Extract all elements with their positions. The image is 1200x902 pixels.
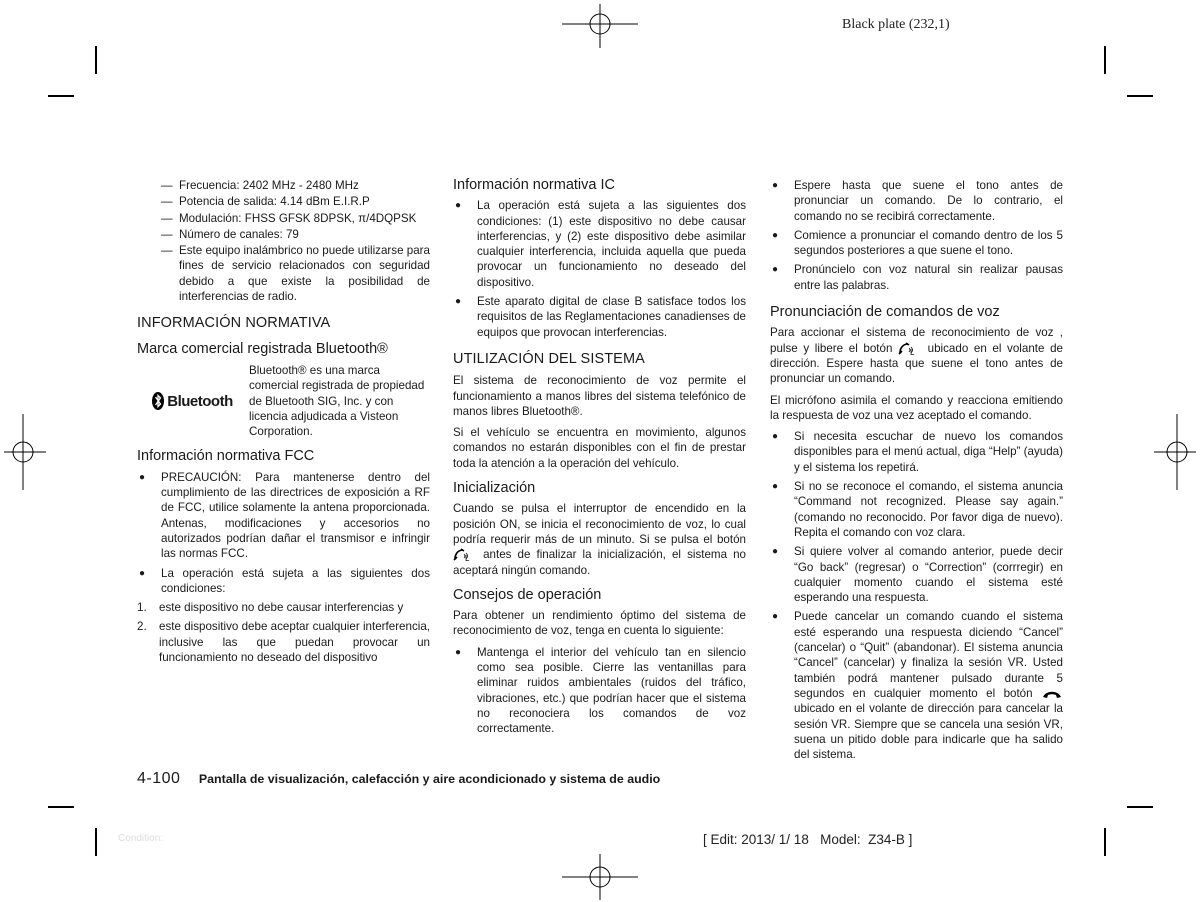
svg-text:L: L [910, 347, 915, 356]
dash-item: — Potencia de salida: 4.14 dBm E.I.R.P [161, 195, 370, 209]
section-heading: Información normativa IC [453, 177, 615, 193]
column-3 [770, 178, 1063, 766]
bluetooth-description: Bluetooth® es una marca comercial registrada de propiedad de Bluetooth SIG, Inc. y con licencia adjudicada a Visteon Corporation. [249, 363, 425, 439]
crop-mark-top-right-h [1127, 95, 1153, 97]
section-heading: Inicialización [453, 480, 536, 497]
crop-mark-bottom-left-v [95, 828, 97, 856]
column-1 [137, 178, 430, 669]
crop-mark-bottom-right-h [1127, 806, 1153, 808]
registration-crosshair-icon [0, 414, 46, 490]
registration-crosshair-icon [562, 0, 638, 48]
crop-mark-top-left-h [48, 95, 74, 97]
list-item: ● Este aparato digital de clase B satisface todos los requisitos de las Reglamentaciones canadienses de equipos que provocan interferencias. [455, 295, 746, 339]
numbered-item: 1. este dispositivo no debe causar interferencias y [137, 601, 404, 615]
paragraph: El sistema de reconocimiento de voz permite el funcionamiento a manos libres del sistema telefónico de manos libres Bluetooth®. [453, 374, 746, 418]
list-item: ● Comience a pronunciar el comando dentro de los 5 segundos posteriores a que suene el tono. [772, 228, 1063, 258]
list-item: ● Pronúncielo con voz natural sin realizar pausas entre las palabras. [772, 263, 1063, 292]
registration-crosshair-icon [562, 852, 638, 902]
svg-text:L: L [465, 554, 470, 563]
list-item: ● Si necesita escuchar de nuevo los comandos disponibles para el menú actual, diga “Help” (ayuda) y el sistema los repetirá. [772, 430, 1063, 474]
paragraph: Para obtener un rendimiento óptimo del sistema de reconocimiento de voz, tenga en cuenta lo siguiente: [453, 609, 746, 638]
paragraph: Para accionar el sistema de reconocimiento de voz , pulse y libere el botón L ubicado en el volante de dirección. Espere hasta que suene el tono antes de pronunciar un comando. [770, 326, 1063, 386]
list-item: ● La operación está sujeta a las siguientes dos condiciones: [139, 566, 430, 595]
list-item: ● PRECAUCIÓN: Para mantenerse dentro del cumplimiento de las directrices de exposición a RF de FCC, utilice solamente la antena proporcionada. Antenas, modificaciones y accesorios no autorizados podrían dañar el transmisor e infringir las normas FCC. [139, 470, 430, 561]
crop-mark-bottom-left-h [48, 806, 74, 808]
numbered-item: 2. este dispositivo debe aceptar cualquier interferencia, inclusive las que puedan provocar un funcionamiento no deseado del dispositivo [137, 620, 430, 665]
registration-crosshair-icon [1154, 414, 1200, 490]
list-item: ● Puede cancelar un comando cuando el sistema esté esperando una respuesta diciendo “Cancel” (cancelar) o “Quit” (abandonar). El sistema anuncia “Cancel” (cancelar) y finaliza la sesión VR. Usted también podrá mantener pulsado durante 5 segundos en cualquier momento el botón ubicado en el volante de dirección para cancelar la sesión VR. Siempre que se cancela una sesión VR, suena un pitido doble para indicarle que ha salido del sistema. [772, 610, 1063, 762]
phone-hangup-icon [1041, 688, 1063, 700]
list-item: ● Espere hasta que suene el tono antes de pronunciar un comando. De lo contrario, el comando no se recibirá correctamente. [772, 179, 1063, 223]
section-heading: UTILIZACIÓN DEL SISTEMA [453, 350, 645, 367]
dash-item: — Este equipo inalámbrico no puede utilizarse para fines de servicio relacionados con seguridad debido a que existe la posibilidad de interferencias de radio. [161, 244, 430, 304]
list-item: ● Mantenga el interior del vehículo tan en silencio como sea posible. Cierre las ventanillas para eliminar ruidos ambientales (ruidos del tráfico, vibraciones, etc.) que podrían hacer que el sistema no reconociera los comandos de voz correctamente. [455, 645, 746, 736]
list-item: ● Si quiere volver al comando anterior, puede decir “Go back” (regresar) o “Correction” (corrregir) en cualquier momento cuando el sistema esté esperando una respuesta. [772, 545, 1063, 605]
crop-mark-top-right-v [1104, 46, 1106, 74]
section-heading: Pronunciación de comandos de voz [770, 304, 1000, 321]
talk-button-icon [453, 548, 477, 562]
paragraph: Cuando se pulsa el interruptor de encendido en la posición ON, se inicia el reconocimiento de voz, lo cual podría requerir más de un minuto. Si se pulsa el botón L antes de finalizar la inicialización, el sistema no aceptará ningún comando. [453, 502, 746, 577]
crop-mark-top-left-v [95, 46, 97, 74]
section-heading: Consejos de operación [453, 586, 602, 603]
section-heading: Marca comercial registrada Bluetooth® [137, 340, 388, 357]
section-heading: INFORMACIÓN NORMATIVA [137, 315, 331, 332]
page-footer [137, 770, 660, 788]
section-heading: Información normativa FCC [137, 448, 315, 465]
paragraph: El micrófono asimila el comando y reacciona emitiendo la respuesta de voz una vez aceptado el comando. [770, 393, 1063, 422]
paragraph: Si el vehículo se encuentra en movimiento, algunos comandos no estarán disponibles con el fin de prestar toda la atención a la operación del vehículo. [453, 426, 746, 470]
page-number: 4-100 [137, 770, 181, 787]
column-2 [453, 178, 746, 741]
list-item: ● Si no se reconoce el comando, el sistema anuncia “Command not recognized. Please say again.” (comando no reconocido. Por favor diga de nuevo). Repita el comando con voz clara. [772, 480, 1063, 539]
dash-item: — Modulación: FHSS GFSK 8DPSK, π/4DQPSK [161, 211, 417, 225]
bluetooth-block [137, 363, 430, 439]
crop-mark-bottom-right-v [1104, 828, 1106, 856]
list-item: ● La operación está sujeta a las siguientes dos condiciones: (1) este dispositivo no debe causar interferencias, y (2) este dispositivo debe asimilar cualquier interferencia, incluida aquella que pueda provocar un funcionamiento no deseado del dispositivo. [455, 199, 746, 289]
dash-item: — Número de canales: 79 [161, 227, 299, 241]
bluetooth-logo: Bluetooth [137, 363, 247, 439]
plate-label: Black plate (232,1) [842, 17, 950, 32]
edit-info: [ Edit: 2013/ 1/ 18 Model: Z34-B ] [703, 832, 913, 847]
dash-item: — Frecuencia: 2402 MHz - 2480 MHz [161, 179, 359, 192]
talk-button-icon [898, 342, 922, 356]
condition-label: Condition: [118, 833, 164, 844]
chapter-title: Pantalla de visualización, calefacción y aire acondicionado y sistema de audio [198, 772, 661, 786]
